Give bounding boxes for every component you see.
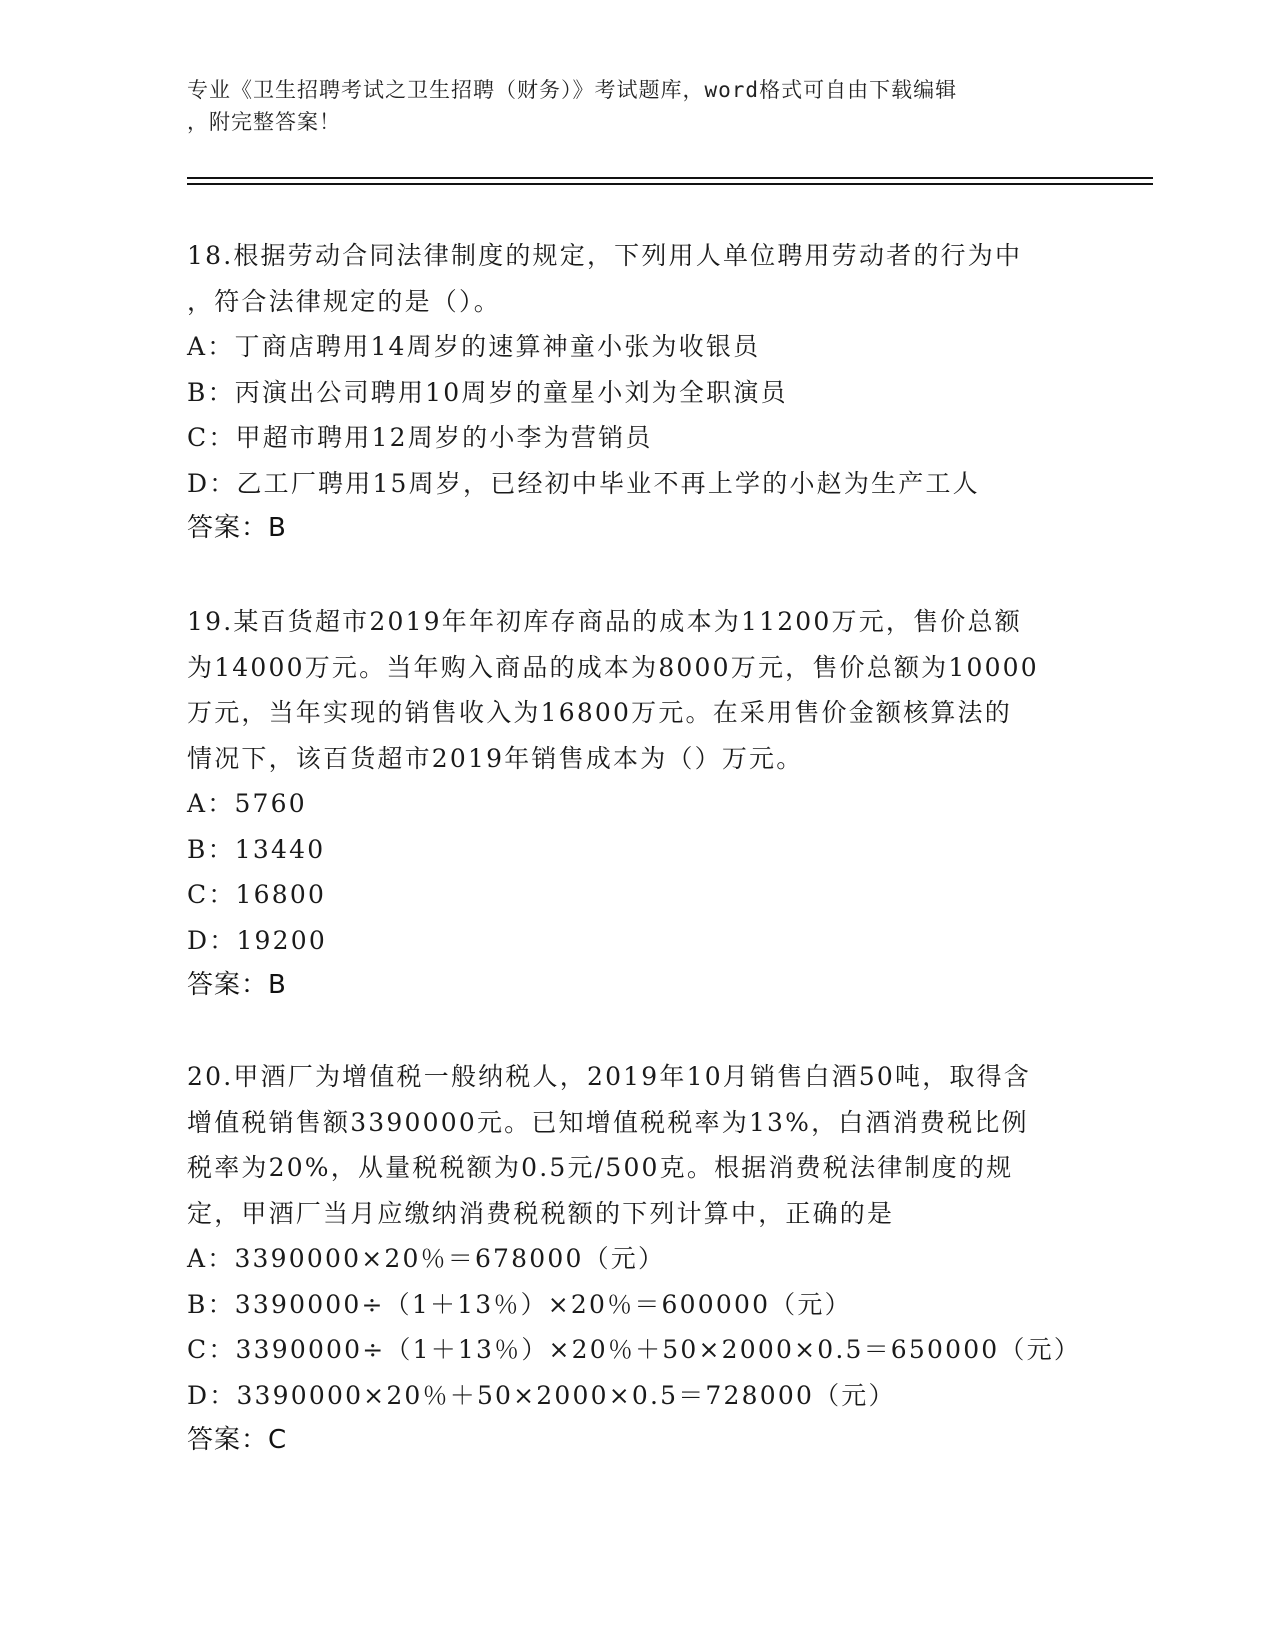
question-stem-line: 19.某百货超市2019年年初库存商品的成本为11200万元，售价总额 bbox=[187, 607, 1022, 636]
question-stem-line: 增值税销售额3390000元。已知增值税税率为13%，白酒消费税比例 bbox=[187, 1107, 1029, 1137]
option-c: C：3390000÷（1＋13％）×20％＋50×2000×0.5＝650000（元） bbox=[187, 1335, 1082, 1364]
answer: 答案：B bbox=[187, 970, 287, 1000]
option-b: B：丙演出公司聘用10周岁的童星小刘为全职演员 bbox=[187, 377, 788, 407]
question-stem-line: 万元，当年实现的销售收入为16800万元。在采用售价金额核算法的 bbox=[187, 698, 1012, 727]
question-stem-line: ，符合法律规定的是（）。 bbox=[187, 286, 501, 316]
question-stem-line: 18.根据劳动合同法律制度的规定，下列用人单位聘用劳动者的行为中 bbox=[187, 241, 1023, 270]
option-d: D：3390000×20％＋50×2000×0.5＝728000（元） bbox=[187, 1380, 896, 1410]
option-a: A：3390000×20％＝678000（元） bbox=[187, 1244, 666, 1273]
question-20 bbox=[187, 1054, 1087, 1463]
option-d: D：乙工厂聘用15周岁，已经初中毕业不再上学的小赵为生产工人 bbox=[187, 468, 980, 498]
answer: 答案：B bbox=[187, 513, 287, 543]
header-divider bbox=[187, 183, 1153, 185]
header-divider bbox=[187, 177, 1153, 179]
option-a: A：5760 bbox=[187, 789, 307, 818]
option-c: C：甲超市聘用12周岁的小李为营销员 bbox=[187, 423, 653, 452]
option-d: D：19200 bbox=[187, 925, 327, 955]
option-a: A：丁商店聘用14周岁的速算神童小张为收银员 bbox=[187, 332, 761, 361]
question-stem-line: 定，甲酒厂当月应缴纳消费税税额的下列计算中，正确的是 bbox=[187, 1198, 895, 1228]
question-stem-line: 税率为20%，从量税税额为0.5元/500克。根据消费税法律制度的规 bbox=[187, 1153, 1014, 1182]
document-header bbox=[187, 74, 1067, 138]
answer: 答案：C bbox=[187, 1425, 288, 1455]
question-18 bbox=[187, 233, 1087, 551]
option-b: B：13440 bbox=[187, 834, 326, 864]
option-b: B：3390000÷（1＋13％）×20％＝600000（元） bbox=[187, 1289, 852, 1319]
question-stem-line: 情况下，该百货超市2019年销售成本为（）万元。 bbox=[187, 743, 804, 773]
header-line: 专业《卫生招聘考试之卫生招聘（财务）》考试题库，word格式可自由下载编辑 bbox=[187, 78, 958, 102]
question-stem-line: 为14000万元。当年购入商品的成本为8000万元，售价总额为10000 bbox=[187, 652, 1039, 682]
question-19 bbox=[187, 599, 1087, 1008]
header-line: ，附完整答案！ bbox=[187, 110, 341, 134]
option-c: C：16800 bbox=[187, 880, 327, 909]
question-stem-line: 20.甲酒厂为增值税一般纳税人，2019年10月销售白酒50吨，取得含 bbox=[187, 1062, 1032, 1091]
